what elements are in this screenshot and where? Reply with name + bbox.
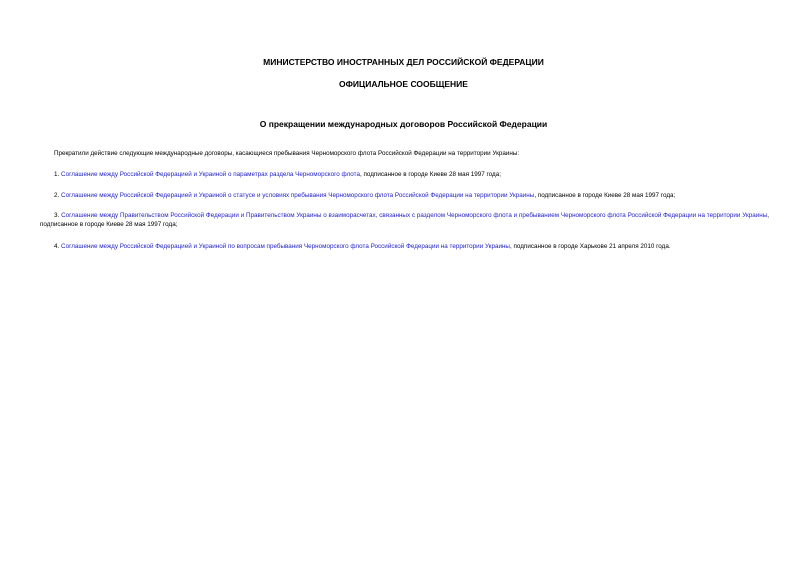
agreement-link-2[interactable]: Соглашение между Российской Федерацией и Украиной о статусе и условиях пребывания Черноморского флота Российской Федерации на территории Украины [61, 192, 535, 199]
document-title: О прекращении международных договоров Российской Федерации [259, 119, 548, 129]
list-item-1 [40, 170, 769, 179]
item-number: 2. [54, 192, 60, 199]
item-details: , подписанное в городе Киеве 28 мая 1997 года; [40, 212, 770, 228]
list-item-2 [40, 191, 769, 200]
item-number: 1. [54, 171, 60, 178]
agreement-link-1[interactable]: Соглашение между Российской Федерацией и Украиной о параметрах раздела Черноморского флота [61, 171, 360, 178]
item-number: 4. [54, 243, 60, 250]
item-details: , подписанное в городе Киеве 28 мая 1997 года; [360, 171, 501, 178]
list-item-4 [40, 242, 769, 251]
agreement-link-3[interactable]: Соглашение между Правительством Российской Федерации и Правительством Украины о взаиморасчетах, связанных с разделом Черноморского флота и пребыванием Черноморского флота Российской Федерации на территории Украины [61, 212, 768, 219]
ministry-heading: МИНИСТЕРСТВО ИНОСТРАННЫХ ДЕЛ РОССИЙСКОЙ ФЕДЕРАЦИИ [263, 57, 544, 67]
agreement-link-4[interactable]: Соглашение между Российской Федерацией и Украиной по вопросам пребывания Черноморского флота Российской Федерации на территории Украины [61, 243, 510, 250]
item-number: 3. [54, 212, 60, 219]
intro-paragraph: Прекратили действие следующие международные договоры, касающиеся пребывания Черноморского флота Российской Федерации на территории Украины: [54, 150, 520, 157]
item-details: , подписанное в городе Киеве 28 мая 1997 года; [534, 192, 676, 199]
list-item-3 [40, 211, 769, 229]
item-details: , подписанное в городе Харькове 21 апреля 2010 года. [509, 243, 671, 250]
message-type-heading: ОФИЦИАЛЬНОЕ СООБЩЕНИЕ [339, 79, 468, 89]
